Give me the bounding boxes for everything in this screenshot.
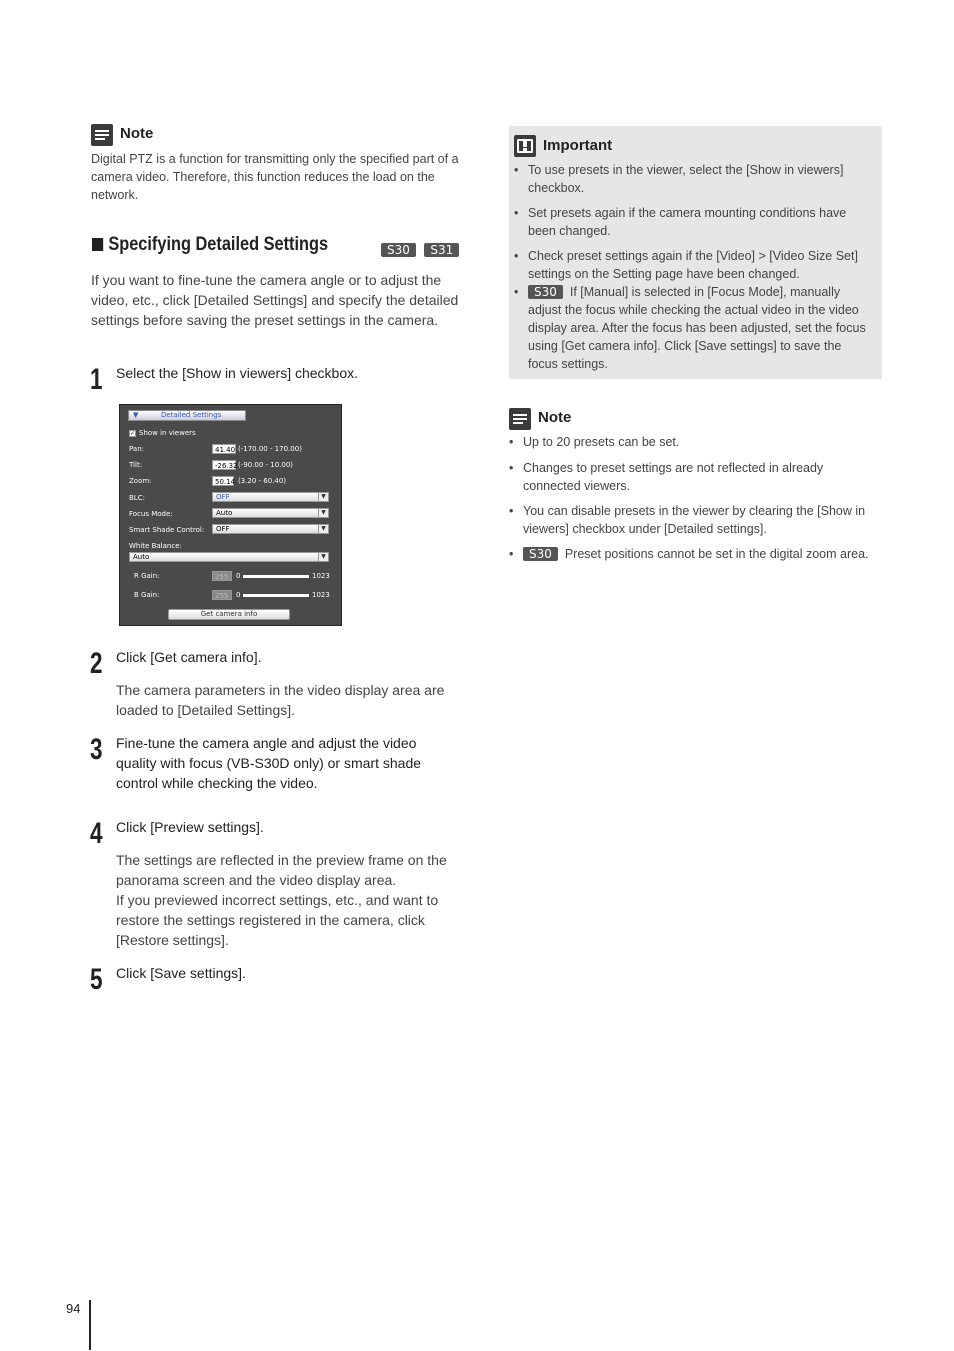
list-item-text: Preset positions cannot be set in the digital zoom area. [564,547,869,561]
important-list [514,161,874,373]
pan-range: (-170.00 - 170.00) [238,445,302,453]
model-tags [381,241,459,259]
b-gain-slider[interactable] [243,594,309,597]
model-tag: S30 [381,243,416,257]
step-number: 4 [90,817,103,850]
list-item [514,283,874,373]
pan-input[interactable]: 41.40 [212,444,236,454]
step-detail: The camera parameters in the video display area are loaded to [Detailed Settings]. [116,682,445,718]
section-title [92,234,328,256]
important-box [509,126,882,379]
note-icon [509,408,531,430]
list-item: • Up to 20 presets can be set. [509,433,881,451]
detailed-settings-header[interactable] [128,410,246,421]
page-number: 94 [66,1301,81,1316]
important-heading: Important [543,137,613,154]
dropdown-arrow-icon: ▼ [318,553,328,561]
page-rule [89,1300,91,1350]
header-label: Detailed Settings [161,411,222,419]
square-bullet-icon [92,238,103,251]
tilt-range: (-90.00 - 10.00) [238,461,294,469]
focus-mode-label: Focus Mode: [129,510,173,518]
list-item: • You can disable presets in the viewer by clearing the [Show in viewers] checkbox under [Detailed settings]. [509,502,881,538]
white-balance-select[interactable] [129,552,329,562]
step-number: 5 [90,963,103,996]
b-gain-min: 0 [236,591,241,599]
smart-shade-value: OFF [216,525,230,533]
b-gain-label: B Gain: [134,591,160,599]
section-intro: If you want to fine-tune the camera angle or to adjust the video, etc., click [Detailed Settings] and specify the detailed settings before saving the preset settings in the camera. [91,272,459,328]
dropdown-arrow-icon: ▼ [318,509,328,517]
blc-select[interactable] [212,492,329,502]
show-in-viewers-label: Show in viewers [139,429,196,437]
detailed-settings-panel [119,404,342,626]
model-tag: S30 [523,547,558,561]
model-tag: S30 [528,285,563,299]
r-gain-label: R Gain: [134,572,160,580]
step-text: Select the [Show in viewers] checkbox. [116,365,359,381]
step-number: 1 [90,363,103,396]
step-detail: The settings are reflected in the preview frame on the panorama screen and the video display area. If you previewed incorrect settings, etc., and want to restore the settings registered in the camera, click [Restore settings]. [116,852,447,948]
step-text: Click [Preview settings]. [116,819,264,835]
show-in-viewers-checkbox[interactable]: ✓ [130,430,136,437]
important-icon [514,135,536,157]
r-gain-min: 0 [236,572,241,580]
pan-label: Pan: [129,445,144,453]
list-item: • Set presets again if the camera mounting conditions have been changed. [514,204,874,240]
list-item: • Changes to preset settings are not reflected in already connected viewers. [509,459,881,495]
smart-shade-select[interactable] [212,524,329,534]
b-gain-input: 255 [212,590,232,600]
dropdown-arrow-icon: ▼ [318,493,328,501]
step-number: 3 [90,733,103,766]
list-item [509,545,881,563]
note-heading: Note [120,125,154,142]
r-gain-input: 255 [212,571,232,581]
list-item: • Check preset settings again if the [Video] > [Video Size Set] settings on the Setting page have been changed. [514,247,874,283]
section-title-text: Specifying Detailed Settings [108,234,329,255]
model-tag: S31 [424,243,459,257]
blc-label: BLC: [129,494,145,502]
smart-shade-label: Smart Shade Control: [129,526,205,534]
step-text: Fine-tune the camera angle and adjust the video quality with focus (VB-S30D only) or smart shade control while checking the video. [116,735,422,791]
zoom-label: Zoom: [129,477,152,485]
zoom-range: (3.20 - 60.40) [238,477,287,485]
r-gain-slider[interactable] [243,575,309,578]
list-item-text: If [Manual] is selected in [Focus Mode], manually adjust the focus while checking the actual video in the video display area. After the focus has been adjusted, set the focus using [Get camera info]. Click [Save settings] to save the focus settings. [528,285,866,371]
note-heading: Note [538,409,572,426]
list-item: • To use presets in the viewer, select the [Show in viewers] checkbox. [514,161,874,197]
step-text: Click [Save settings]. [116,965,246,981]
note-text: Digital PTZ is a function for transmitting only the specified part of a camera video. Therefore, this function reduces the load on the network. [91,152,459,202]
tilt-label: Tilt: [129,461,143,469]
r-gain-max: 1023 [312,572,330,580]
note-icon [91,124,113,146]
zoom-input[interactable]: 50.14 [212,476,234,486]
get-camera-info-button[interactable]: Get camera info [168,609,290,620]
focus-mode-select[interactable] [212,508,329,518]
blc-value: OFF [216,493,230,501]
triangle-down-icon: ▼ [133,411,139,419]
focus-mode-value: Auto [216,509,233,517]
step-text: Click [Get camera info]. [116,649,262,665]
step-number: 2 [90,647,103,680]
dropdown-arrow-icon: ▼ [318,525,328,533]
tilt-input[interactable]: -26.32 [212,460,236,470]
white-balance-value: Auto [133,553,150,561]
note-list [509,433,881,563]
white-balance-label: White Balance: [129,542,182,550]
b-gain-max: 1023 [312,591,330,599]
